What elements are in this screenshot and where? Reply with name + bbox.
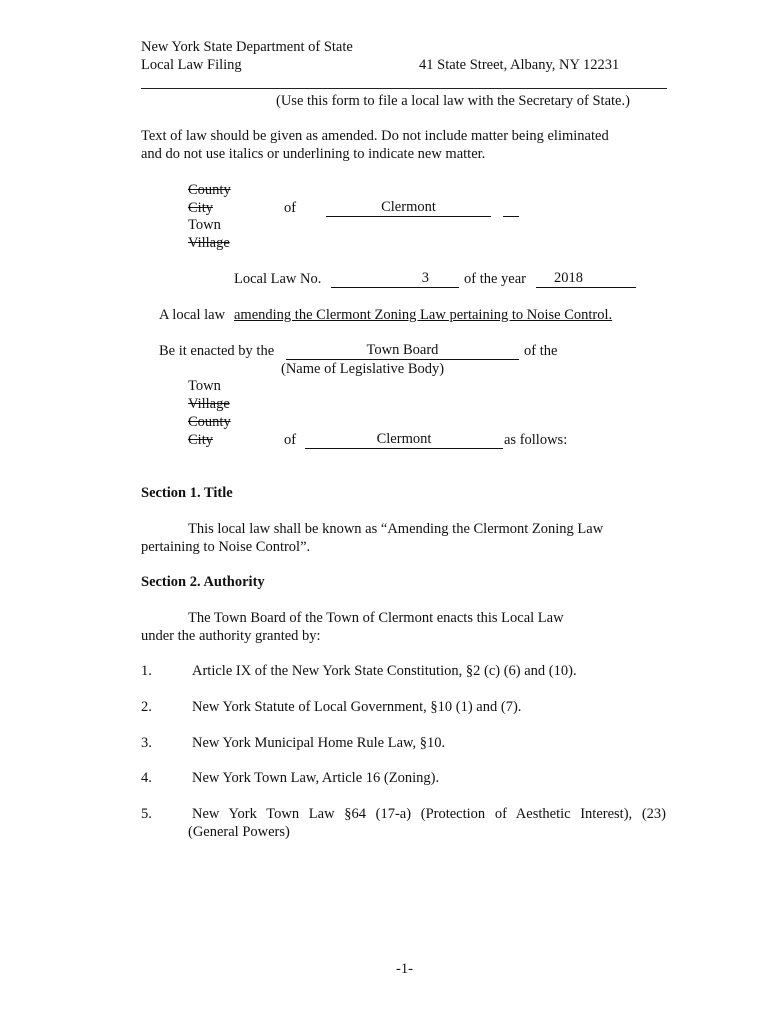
enact-option-town: Town [188,378,221,394]
header-rule [141,88,667,89]
muni-option-village: Village [188,235,230,251]
section-1-heading: Section 1. Title [141,485,233,501]
legislative-body-field[interactable]: Town Board [286,342,519,360]
authority-item-number: 4. [141,770,152,786]
authority-item-number: 3. [141,735,152,751]
filing-label: Local Law Filing [141,57,242,73]
title-prefix: A local law [159,307,226,323]
authority-item-text: New York Town Law, Article 16 (Zoning). [192,770,440,786]
enact-municipality-field[interactable]: Clermont [305,431,503,449]
muni-of-label: of [284,200,297,216]
local-law-label: Local Law No. [234,271,322,287]
local-law-year-field[interactable] [536,270,636,288]
department-name: New York State Department of State [141,39,353,55]
muni-option-city: City [188,200,213,216]
local-law-title: amending the Clermont Zoning Law pertaining to Noise Control. [234,307,613,323]
year-label: of the year [464,271,526,287]
section-1-line-1: This local law shall be known as “Amending the Clermont Zoning Law [188,521,604,537]
municipality-extra-field[interactable] [503,199,519,217]
enact-option-village: Village [188,396,230,412]
local-law-number: 3 [421,270,429,286]
authority-item-text: New York Statute of Local Government, §10 (1) and (7). [192,699,522,715]
authority-item-text: New York Town Law §64 (17-a) (Protection of Aesthetic Interest), (23) [192,806,666,822]
enact-of-label: of [284,432,297,448]
as-follows-label: as follows: [504,432,568,448]
municipality-name-field[interactable]: Clermont [326,199,491,217]
section-2-line-2: under the authority granted by: [141,628,321,644]
note-line-1: Text of law should be given as amended. Do not include matter being eliminated [141,128,609,144]
authority-item-text-cont: (General Powers) [188,824,290,840]
form-instruction: (Use this form to file a local law with the Secretary of State.) [276,93,630,109]
enacted-suffix: of the [524,343,558,359]
legislative-body-caption: (Name of Legislative Body) [281,361,445,377]
local-law-year: 2018 [554,270,583,286]
enact-option-city: City [188,432,213,448]
authority-item-number: 5. [141,806,152,822]
authority-item-number: 2. [141,699,152,715]
section-2-heading: Section 2. Authority [141,574,265,590]
muni-option-town: Town [188,217,221,233]
local-law-number-field[interactable] [331,270,459,288]
section-1-line-2: pertaining to Noise Control”. [141,539,311,555]
enacted-prefix: Be it enacted by the [159,343,275,359]
note-line-2: and do not use italics or underlining to indicate new matter. [141,146,486,162]
section-2-line-1: The Town Board of the Town of Clermont enacts this Local Law [188,610,564,626]
department-address: 41 State Street, Albany, NY 12231 [419,57,620,73]
enact-option-county: County [188,414,231,430]
page-number: -1- [396,961,413,977]
authority-item-text: Article IX of the New York State Constitution, §2 (c) (6) and (10). [192,663,577,679]
muni-option-county: County [188,182,231,198]
authority-item-number: 1. [141,663,152,679]
authority-item-text: New York Municipal Home Rule Law, §10. [192,735,446,751]
